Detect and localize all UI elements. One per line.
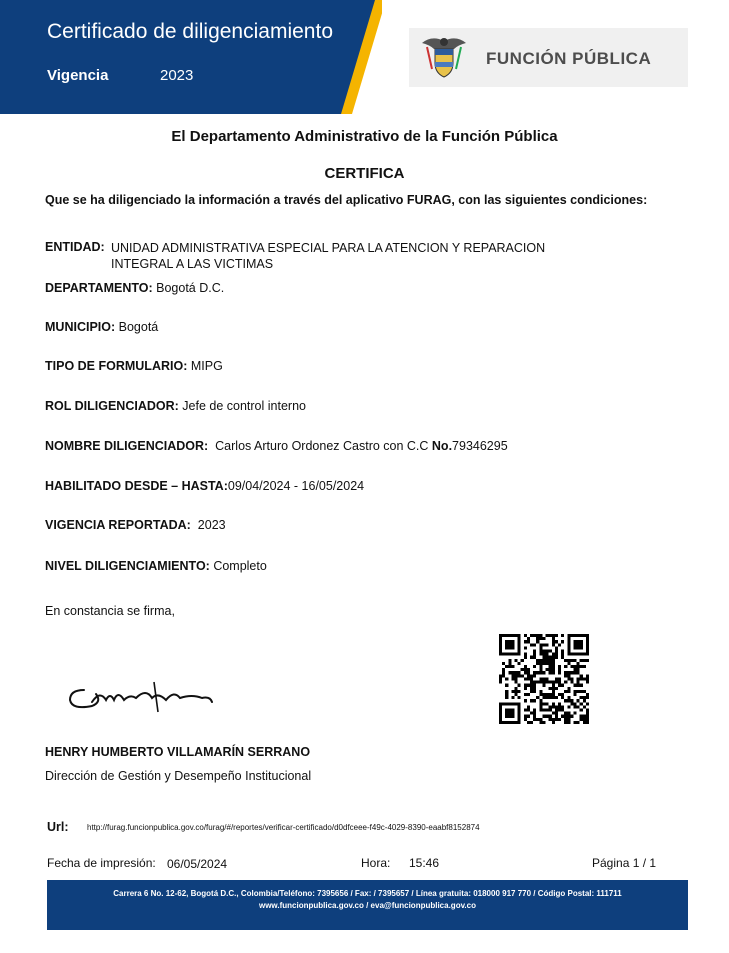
intro-paragraph: Que se ha diligenciado la información a través del aplicativo FURAG, con las siguientes condiciones: [45,193,648,207]
qr-code-icon [499,634,589,724]
field-habilitado: HABILITADO DESDE – HASTA:09/04/2024 - 16/05/2024 [45,479,365,493]
field-nivel-diligenciamiento: NIVEL DILIGENCIAMIENTO: Completo [45,559,267,573]
footer-contact: www.funcionpublica.gov.co / eva@funcionpublica.gov.co [258,901,476,910]
entidad-line-1: UNIDAD ADMINISTRATIVA ESPECIAL PARA LA ATENCION Y REPARACION [111,241,546,255]
field-municipio: MUNICIPIO: Bogotá [45,320,159,334]
footer-address: Carrera 6 No. 12-62, Bogotá D.C., Colombia/Teléfono: 7395656 / Fax: / 7395657 / Línea gratuita: 018000 917 770 / Código Postal: 111711 [113,889,622,898]
entidad-value [111,240,611,272]
logo-text: FUNCIÓN PÚBLICA [486,49,652,68]
field-departamento: DEPARTAMENTO: Bogotá D.C. [45,281,225,295]
field-nombre-diligenciador: NOMBRE DILIGENCIADOR: Carlos Arturo Ordonez Castro con C.C No.79346295 [45,439,508,453]
entidad-line-2: INTEGRAL A LAS VICTIMAS [111,257,274,271]
fecha-value: 06/05/2024 [167,857,228,871]
field-rol-diligenciador: ROL DILIGENCIADOR: Jefe de control interno [45,399,306,413]
field-vigencia-reportada: VIGENCIA REPORTADA: 2023 [45,518,226,532]
coat-of-arms-icon [418,33,470,81]
vigencia-label: Vigencia [47,67,109,84]
signer-name: HENRY HUMBERTO VILLAMARÍN SERRANO [45,745,311,759]
signer-role: Dirección de Gestión y Desempeño Institucional [45,769,312,783]
entidad-label: ENTIDAD: [45,240,105,254]
constancia-text: En constancia se firma, [45,604,175,618]
fecha-label: Fecha de impresión: [47,856,156,870]
hora-label: Hora: [361,856,391,870]
signature-image [62,672,232,720]
certificate-title: Certificado de diligenciamiento [47,20,333,43]
department-heading: El Departamento Administrativo de la Función Pública [171,128,558,145]
certifica-heading: CERTIFICA [324,165,405,182]
field-tipo-formulario: TIPO DE FORMULARIO: MIPG [45,359,223,373]
hora-value: 15:46 [409,856,440,870]
page-number: Página 1 / 1 [592,856,657,870]
vigencia-year: 2023 [160,67,194,84]
verification-url[interactable]: http://furag.funcionpublica.gov.co/furag/#/reportes/verificar-certificado/d0dfceee-f49c-4029-8390-eaabf8152874 [87,823,480,832]
header-banner [0,0,382,114]
url-label: Url: [47,820,69,834]
